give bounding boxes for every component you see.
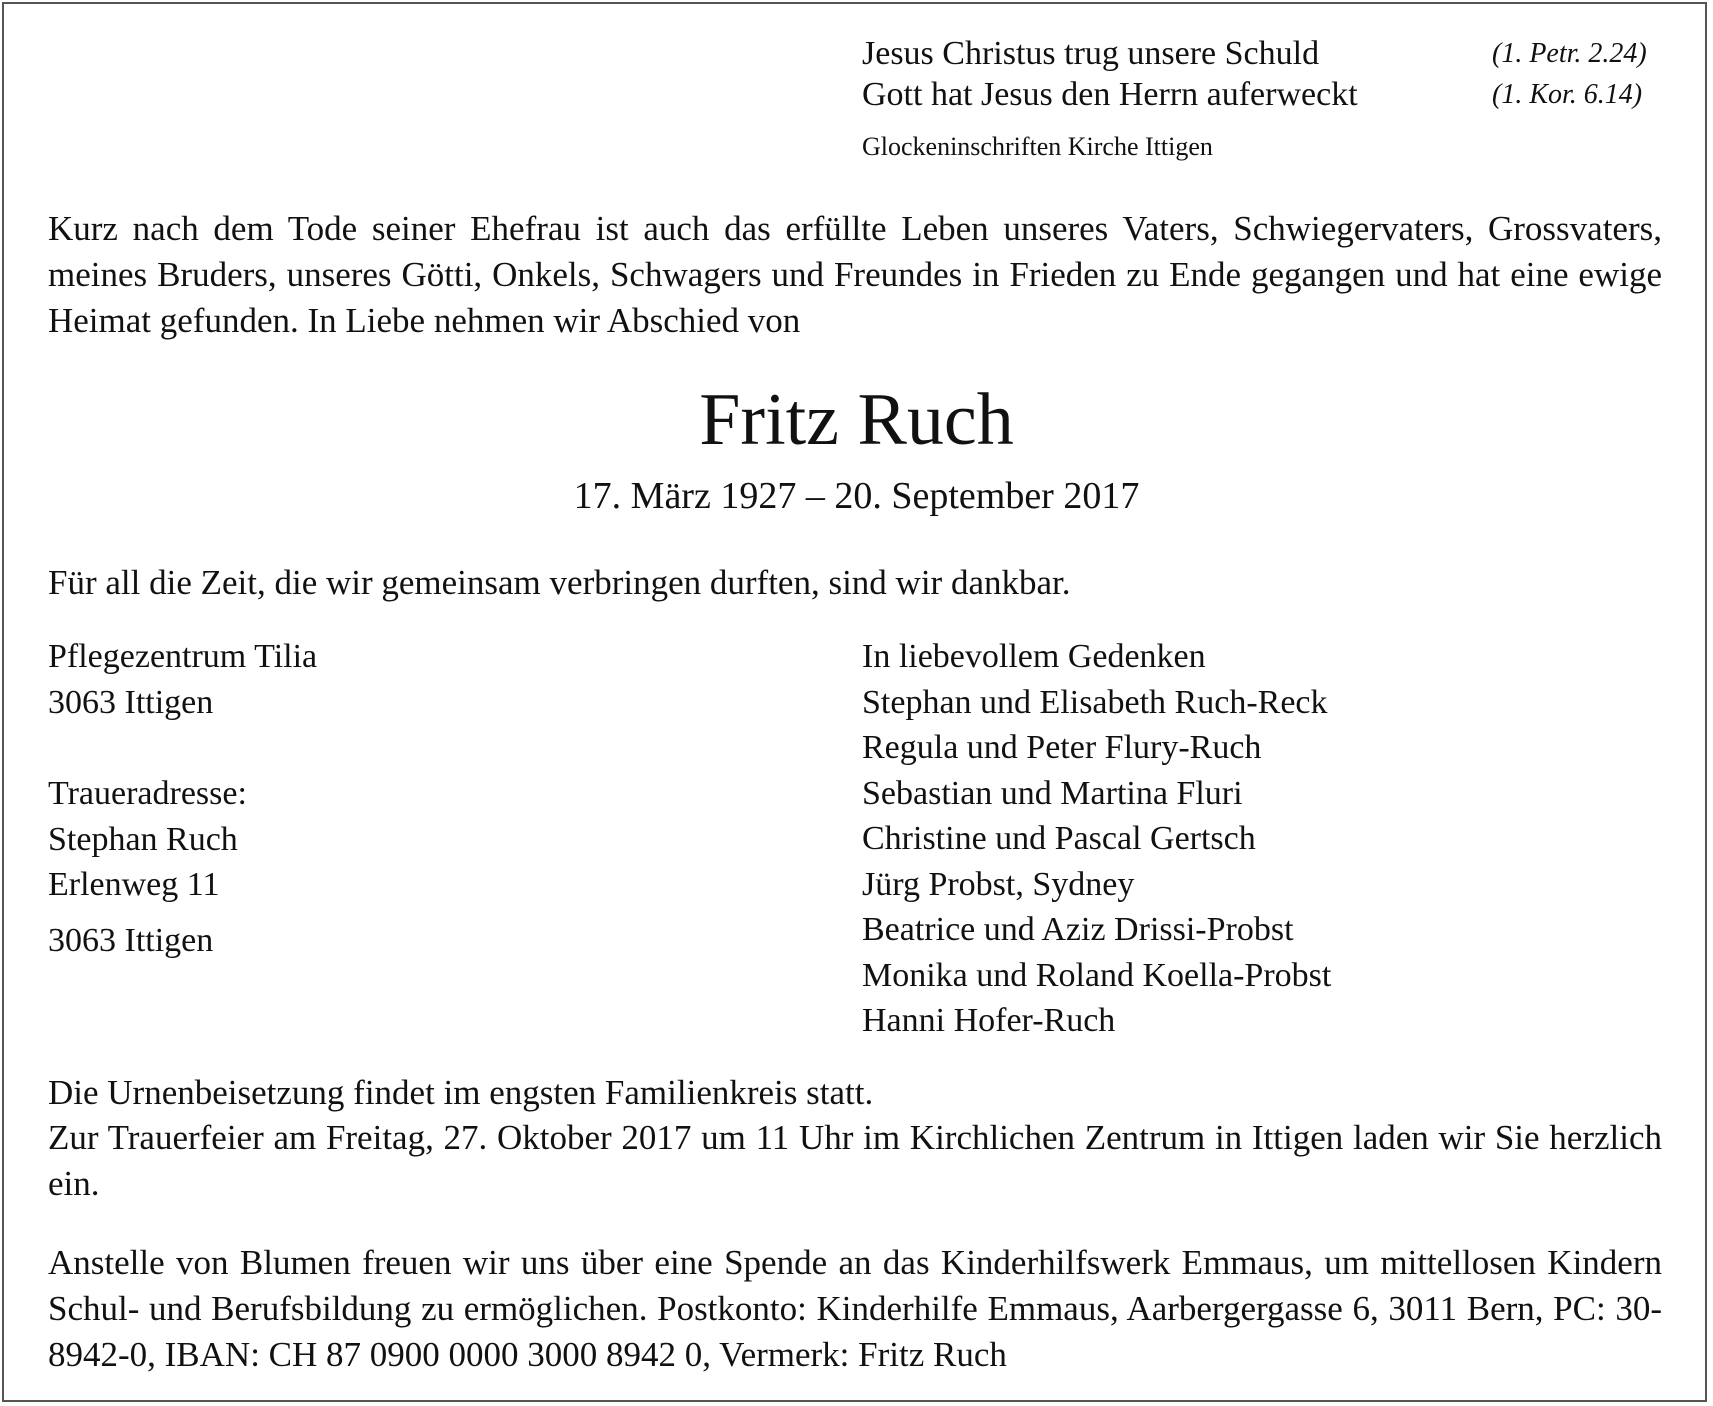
mourning-address-street: Erlenweg 11 [48, 866, 220, 903]
mourning-address-city: 3063 Ittigen [48, 922, 214, 959]
epigraph-line-1: Jesus Christus trug unsere Schuld [862, 35, 1320, 72]
epigraph-line-2: Gott hat Jesus den Herrn auferweckt [862, 76, 1358, 113]
mourning-address-name: Stephan Ruch [48, 821, 238, 858]
burial-note: Die Urnenbeisetzung findet im engsten Familienkreis statt. [48, 1073, 874, 1112]
ceremony-invitation: Zur Trauerfeier am Freitag, 27. Oktober 2017 um 11 Uhr im Kirchlichen Zentrum in Ittigen laden wir Sie herzlich ein. [48, 1118, 1662, 1203]
epigraph-ref-2: (1. Kor. 6.14) [1492, 79, 1643, 110]
mourning-address-label: Traueradresse: [48, 775, 247, 812]
mourners-heading: In liebevollem Gedenken [862, 638, 1206, 675]
mourner-entry: Regula und Peter Flury-Ruch [862, 729, 1262, 766]
intro-paragraph: Kurz nach dem Tode seiner Ehefrau ist auch das erfüllte Leben unseres Vaters, Schwiegervaters, Grossvaters, meines Bruders, unseres Götti, Onkels, Schwagers und Freundes in Frieden zu Ende gegangen und hat eine ewige Heimat gefunden. In Liebe nehmen wir Abschied von [48, 209, 1662, 340]
gratitude-line: Für all die Zeit, die wir gemeinsam verbringen durften, sind wir dankbar. [48, 563, 1071, 602]
mourners-list [862, 634, 1331, 1044]
deceased-name: Fritz Ruch [699, 379, 1014, 461]
mourner-entry: Jürg Probst, Sydney [862, 865, 1135, 903]
epigraph-source: Glockeninschriften Kirche Ittigen [862, 132, 1213, 161]
mourner-entry: Beatrice und Aziz Drissi-Probst [862, 911, 1294, 948]
care-home-city: 3063 Ittigen [48, 684, 214, 721]
mourner-entry: Monika und Roland Koella-Probst [862, 956, 1332, 994]
mourner-entry: Hanni Hofer-Ruch [862, 1002, 1116, 1039]
mourner-entry: Christine und Pascal Gertsch [862, 820, 1256, 857]
mourner-entry: Sebastian und Martina Fluri [862, 774, 1243, 812]
donation-paragraph: Anstelle von Blumen freuen wir uns über eine Spende an das Kinderhilfswerk Emmaus, um mittellosen Kindern Schul- und Berufsbildung zu ermöglichen. Postkonto: Kinderhilfe Emmaus, Aarbergergasse 6, 3011 Bern, PC: 30-8942-0, IBAN: CH 87 0900 0000 3000 8942 0, Vermerk: Fritz Ruch [48, 1243, 1662, 1374]
epigraph-ref-1: (1. Petr. 2.24) [1492, 38, 1647, 69]
care-home-name: Pflegezentrum Tilia [48, 638, 318, 675]
mourner-entry: Stephan und Elisabeth Ruch-Reck [862, 683, 1328, 721]
life-dates: 17. März 1927 – 20. September 2017 [573, 475, 1140, 517]
